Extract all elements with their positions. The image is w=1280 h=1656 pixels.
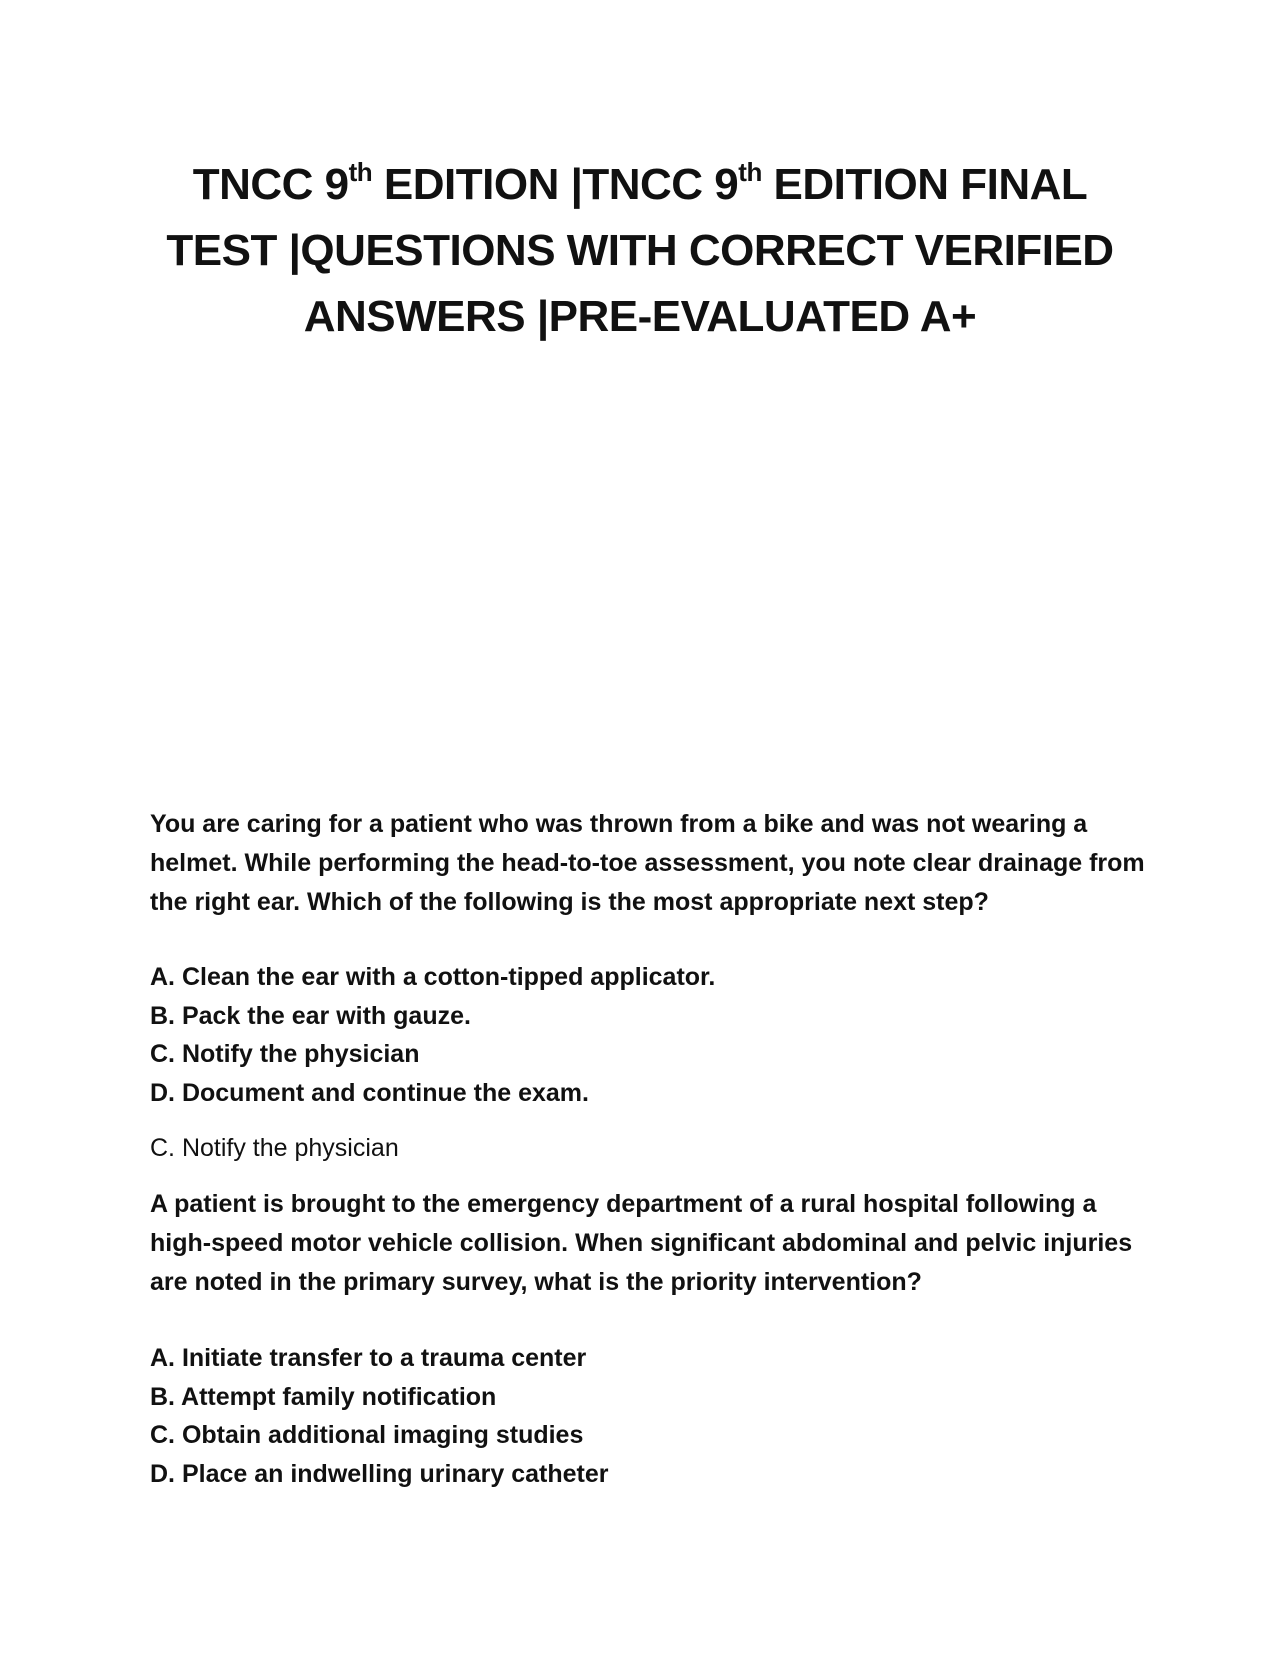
title-part-1: TNCC 9 bbox=[192, 160, 349, 209]
document-title bbox=[150, 152, 1130, 350]
title-part-3: EDITION FINAL TEST |QUESTIONS WITH CORRECT VERIFIED ANSWERS |PRE-EVALUATED A+ bbox=[166, 160, 1114, 341]
question-2-text: A patient is brought to the emergency department of a rural hospital following a high-speed motor vehicle collision. When significant abdominal and pelvic injuries are noted in the primary survey, what is the priority intervention? bbox=[150, 1190, 1133, 1296]
question-1-option-d: D. Document and continue the exam. bbox=[150, 1078, 589, 1107]
question-1-option-b: B. Pack the ear with gauze. bbox=[150, 1001, 471, 1030]
question-1-answer: C. Notify the physician bbox=[150, 1134, 399, 1162]
question-1-text: You are caring for a patient who was thrown from a bike and was not wearing a helmet. While performing the head-to-toe assessment, you note clear drainage from the right ear. Which of the following is the most appropriate next step? bbox=[150, 810, 1145, 916]
question-2-option-a: A. Initiate transfer to a trauma center bbox=[150, 1344, 587, 1372]
question-2-options bbox=[150, 1339, 1150, 1493]
title-superscript-2: th bbox=[738, 157, 762, 187]
question-1-options bbox=[150, 958, 1150, 1112]
question-1-option-c: C. Notify the physician bbox=[150, 1040, 420, 1068]
title-superscript-1: th bbox=[348, 157, 373, 187]
question-2-option-c: C. Obtain additional imaging studies bbox=[150, 1421, 584, 1449]
title-part-2: EDITION |TNCC 9 bbox=[372, 160, 739, 209]
question-2-option-b: B. Attempt family notification bbox=[150, 1382, 497, 1411]
question-1-option-a: A. Clean the ear with a cotton-tipped applicator. bbox=[150, 963, 716, 991]
question-2-option-d: D. Place an indwelling urinary catheter bbox=[150, 1459, 609, 1488]
